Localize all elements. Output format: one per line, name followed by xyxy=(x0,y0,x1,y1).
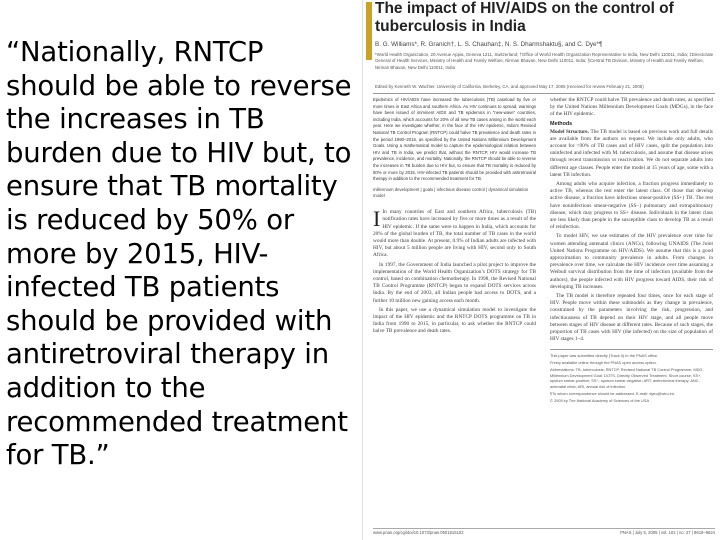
footnote: Freely available online through the PNAS open access option. xyxy=(550,359,657,365)
paper-keywords: millennium development | goals | infectious disease control | dynamical simulation model xyxy=(373,186,529,198)
paper-excerpt xyxy=(362,0,720,540)
methods-paragraph-2: Among adults who acquire infection, a fraction progress immediately to active TB, whereas the rest enter the latent class. Of those that develop active disease, a fraction have infectious smear-positive (SS+) TB. The rest have noninfectious smear-negative (SS−) pulmonary and extrapulmonary disease, which may progress to SS+ disease. Individuals in the latent class are less likely than people in the susceptible class to develop TB as a result of reinfection. xyxy=(550,181,713,231)
left-column xyxy=(373,97,536,338)
right-paragraph-1: whether the RNTCP could halve TB prevalence and death rates, as specified by the United Nations Millennium Development Goals (MDGs), in the face of the HIV epidemic. xyxy=(550,97,713,118)
quote-text: “Nationally, RNTCP should be able to reverse the increases in TB burden due to HIV but, to ensure that TB mortality is reduced by 50% or more by 2015, HIV-infected TB patients should be provided with antiretroviral therapy in addition to the recommended treatment for TB.” xyxy=(6,36,352,472)
methods-paragraph-4: The TB model is therefore repeated four times, once for each stage of HIV. People move within these submodels as they change in prevalence, constrained by the parameters involving the risk, progression, and infectiousness of TB depend on their HIV stage, and all people move between stages of HIV disease at different rates. Because of such stages, the proportion of TB cases with HIV (the infected) on the size of population of HIV stages 1–4. xyxy=(550,293,713,343)
footnote: © 2005 by The National Academy of Sciences of the USA xyxy=(550,398,650,404)
paper-authors: B. G. Williams*, R. Granich†, L. S. Chauhan‡, N. S. Dharmshaktu§, and C. Dye*¶ xyxy=(375,41,603,48)
methods-paragraph-1-text: The TB model is based on previous work and full details are available from the authors on request. We include only adults, who account for >90% of TB cases and of HIV cases, split the population into uninfected and infected with M. tuberculosis, and assume that disease arises through recent transmission or reactivation. We do not separate adults into different age classes. People enter the model at 15 years of age, some with a latent TB infection. xyxy=(550,128,713,178)
journal-logo-bar xyxy=(366,2,372,60)
intro-paragraph-1 xyxy=(373,206,536,259)
drop-cap: I xyxy=(373,206,381,232)
intro-paragraph-2: In 1997, the Government of India launched a pilot project to improve the implementation of the World Health Organization’s DOTS strategy for TB control, based on combination chemotherapy. In 1998, the Revised National TB Control Programme (RNTCP) began to expand DOTS services across India. By the end of 2003, all Indian people had access to DOTS, and a further 10 million new gaining access each month. xyxy=(373,261,536,304)
footer-citation: PNAS | July 5, 2005 | vol. 102 | no. 27 | 9619–9624 xyxy=(620,530,715,535)
methods-paragraph-1 xyxy=(550,129,713,179)
footnote: Abbreviations: TB, tuberculosis; RNTCP, Revised National TB Control Programme; MDG, Millennium Development Goal; DOTS, Directly Observed Treatment, Short course; SS+, sputum smear-positive; SS−, sputum smear-negative; ART, antiretroviral therapy; ANC, antenatal clinic; ARI, annual risk of infection. xyxy=(550,367,704,389)
intro-paragraph-1-text: In many countries of East and southern Africa, tuberculosis (TB) notification rates have increased by five or more times as a result of the HIV epidemic. If the same were to happen in India, which accounts for 20% of the global burden of TB, the total number of TB cases in the world would more than double. At present, 0.9% of Indian adults are infected with HIV, but about 5 million people are living with HIV, second only to South Africa. xyxy=(373,209,536,259)
paper-affiliations: *World Health Organization, 20 Avenue Appia, Geneva 1211, Switzerland; †Office of World Health Organization Representative to India, New Delhi 110011, India; ‡Directorate General of Health Services, Ministry of Health and Family Welfare, Nirman Bhavan, New Delhi 110011, India; §Central TB Division, Ministry of Health and Family Welfare, Nirman Bhavan, New Delhi 110011, India xyxy=(375,52,714,70)
footer-doi: www.pnas.org/cgi/doi/10.1073/pnas.0501615102 xyxy=(373,530,464,535)
paper-footer xyxy=(373,528,715,537)
header-rule xyxy=(373,93,715,94)
paper-abstract: Epidemics of HIV/AIDS have increased the tuberculosis (TB) caseload by five or more times in East Africa and southern Africa. As HIV continues to spread, warnings have been issued of imminent AIDS and TB epidemics in “new-wave” countries, including India, which accounts for 20% of all new TB cases arising in the world each year. Here we investigate whether, in the face of the HIV epidemic, India’s Revised National TB Control Program (RNTCP) could halve TB prevalence and death rates in the period 1990–2015, as specified by the United Nations Millennium Development Goals. Using a mathematical model to capture the epidemiological relation between HIV and TB in India, we predict that, without the RNTCP, HIV would increase TB prevalence, incidence, and mortality. Nationally, the RNTCP should be able to reverse the increases in TB burden due to HIV but, to ensure that TB mortality is reduced by 50% or more by 2015, HIV-infected TB patients should be provided with antiretroviral therapy in addition to the recommended treatment for TB. xyxy=(373,97,536,182)
paper-edited-by: Edited by Kenneth W. Wachter, University of California, Berkeley, CA, and approved May 17, 2005 (received for review February 21, 2005) xyxy=(375,84,644,89)
intro-paragraph-3: In this paper, we use a dynamical simulation model to investigate the impact of the HIV epidemic and the RNTCP DOTS programme on TB in India from 1990 to 2015, in particular, to ask whether the RNTCP could halve TB prevalence and death rates. xyxy=(373,306,536,335)
footnote: ¶To whom correspondence should be addressed. E-mail: dyec@who.int. xyxy=(550,390,675,396)
methods-paragraph-3: To model HIV, we use estimates of the HIV prevalence over time for women attending antenatal clinics (ANCs), following UNAIDS (The Joint United Nations Programme on HIV/AIDS). We assume that this is a good approximation to community prevalence in adults. From changes in prevalence over time, we calculate the HIV incidence over time assuming a Weibull survival distribution from the time of infection (available from the authors), the people infected with HIV progress toward AIDS, their risk of developing TB increases. xyxy=(550,233,713,290)
methods-heading: Methods xyxy=(550,120,573,127)
right-column xyxy=(550,97,713,406)
footnote: This paper was submitted directly (Track II) to the PNAS office. xyxy=(550,352,659,358)
methods-subheading: Model Structure. xyxy=(550,128,589,135)
footnotes xyxy=(550,349,713,404)
paper-title: The impact of HIV/AIDS on the control of tuberculosis in India xyxy=(375,0,674,35)
